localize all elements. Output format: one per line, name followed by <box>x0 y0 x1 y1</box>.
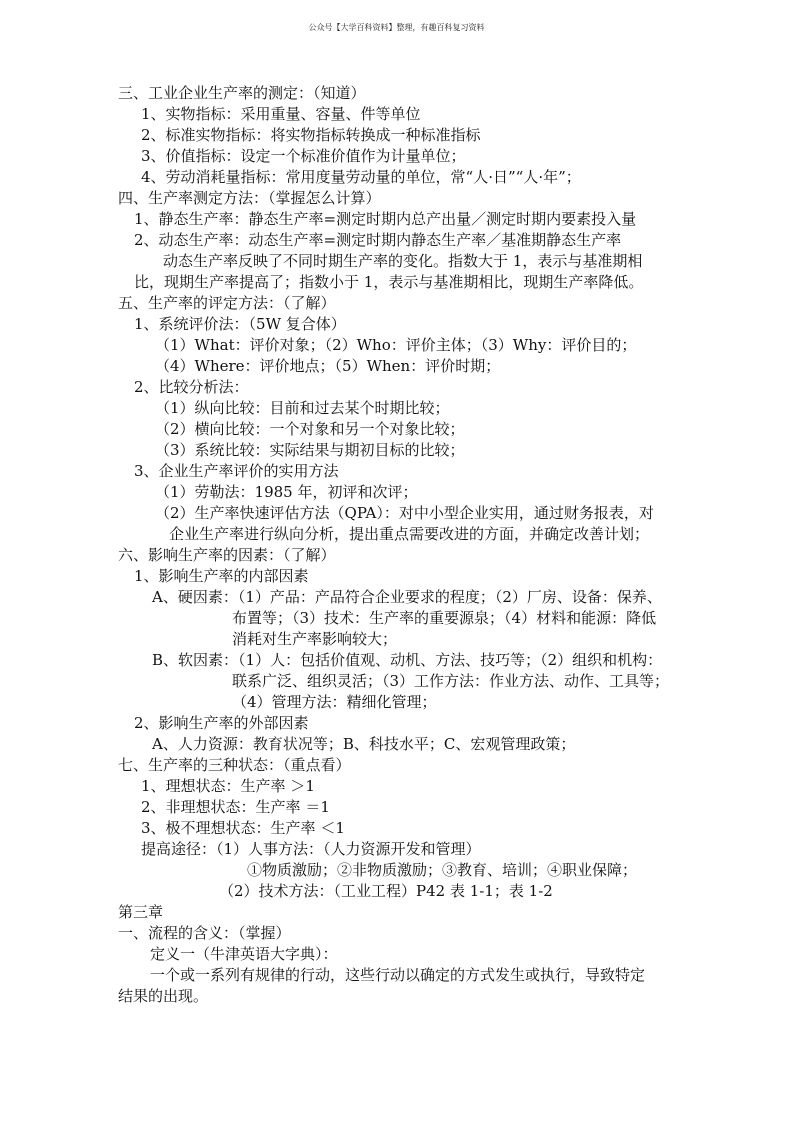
list-item: 1、实物指标：采用重量、容量、件等单位 <box>141 105 421 123</box>
list-item: A、人力资源：教育状况等；B、科技水平；C、宏观管理政策； <box>152 735 576 753</box>
section-heading: 六、影响生产率的因素：（了解） <box>118 546 336 564</box>
paragraph-line: （2）技术方法：（工业工程）P42 表 1-1；表 1-2 <box>219 882 553 900</box>
list-item: 3、极不理想状态：生产率 ＜1 <box>141 819 345 837</box>
list-item: （1）What：评价对象；（2）Who：评价主体；（3）Why：评价目的； <box>155 336 637 354</box>
paragraph-line: 比，现期生产率提高了；指数小于 1，表示与基准期相比，现期生产率降低。 <box>134 273 644 291</box>
list-item: 1、影响生产率的内部因素 <box>134 567 309 585</box>
page-header: 公众号【大学百科资料】整理，有趣百科复习资料 <box>308 23 485 32</box>
section-heading: 三、工业企业生产率的测定：（知道） <box>118 84 366 102</box>
list-item: 3、企业生产率评价的实用方法 <box>134 462 339 480</box>
list-item: B、软因素：（1）人：包括价值观、动机、方法、技巧等；（2）组织和机构： <box>152 651 663 669</box>
paragraph-line: （4）管理方法：精细化管理； <box>232 693 437 711</box>
list-item: A、硬因素：（1）产品：产品符合企业要求的程度；（2）厂房、设备：保养、 <box>152 588 662 606</box>
list-item: 4、劳动消耗量指标：常用度量劳动量的单位，常“人·日”“人·年”； <box>141 168 581 186</box>
section-heading: 五、生产率的评定方法：（了解） <box>118 294 336 312</box>
paragraph-line: ①物质激励；②非物质激励；③教育、培训；④职业保障； <box>247 861 638 879</box>
paragraph-line: 布置等；（3）技术：生产率的重要源泉；（4）材料和能源：降低 <box>232 609 657 627</box>
list-item: 2、影响生产率的外部因素 <box>134 714 309 732</box>
list-item: （2）横向比较：一个对象和另一个对象比较； <box>155 420 465 438</box>
paragraph-line: 定义一（牛津英语大字典）： <box>150 945 338 963</box>
section-heading: 七、生产率的三种状态：（重点看） <box>118 756 351 774</box>
paragraph-line: 企业生产率进行纵向分析，提出重点需要改进的方面，并确定改善计划； <box>169 525 650 543</box>
list-item: 1、理想状态：生产率 ＞1 <box>141 777 315 795</box>
paragraph-line: 动态生产率反映了不同时期生产率的变化。指数大于 1，表示与基准期相 <box>163 252 643 270</box>
list-item: 2、标准实物指标：将实物指标转换成一种标准指标 <box>141 126 481 144</box>
list-item: 1、系统评价法：（5W 复合体） <box>134 315 346 333</box>
list-item: 2、动态生产率：动态生产率=测定时期内静态生产率／基准期静态生产率 <box>134 231 622 249</box>
list-item: （1）劳勒法：1985 年，初评和次评； <box>155 483 418 501</box>
list-item: （2）生产率快速评估方法（QPA）：对中小型企业实用，通过财务报表，对 <box>155 504 654 522</box>
paragraph-line: 消耗对生产率影响较大； <box>232 630 398 648</box>
list-item: （1）纵向比较：目前和过去某个时期比较； <box>155 399 450 417</box>
section-heading: 一、流程的含义：（掌握） <box>118 924 291 942</box>
chapter-heading: 第三章 <box>118 903 164 921</box>
list-item: 2、比较分析法： <box>134 378 249 396</box>
list-item: 1、静态生产率：静态生产率=测定时期内总产出量／测定时期内要素投入量 <box>134 210 637 228</box>
paragraph-line: 联系广泛、组织灵活；（3）工作方法：作业方法、动作、工具等； <box>232 672 670 690</box>
paragraph-line: 结果的出现。 <box>118 987 209 1005</box>
section-heading: 四、生产率测定方法：（掌握怎么计算） <box>118 189 381 207</box>
paragraph-line: 一个或一系列有规律的行动，这些行动以确定的方式发生或执行，导致特定 <box>150 966 646 984</box>
list-item: 2、非理想状态：生产率 ＝1 <box>141 798 330 816</box>
paragraph-line: 提高途径：（1）人事方法：（人力资源开发和管理） <box>141 840 481 858</box>
list-item: （4）Where：评价地点；（5）When：评价时期； <box>155 357 501 375</box>
list-item: 3、价值指标：设定一个标准价值作为计量单位； <box>141 147 466 165</box>
list-item: （3）系统比较：实际结果与期初目标的比较； <box>155 441 465 459</box>
